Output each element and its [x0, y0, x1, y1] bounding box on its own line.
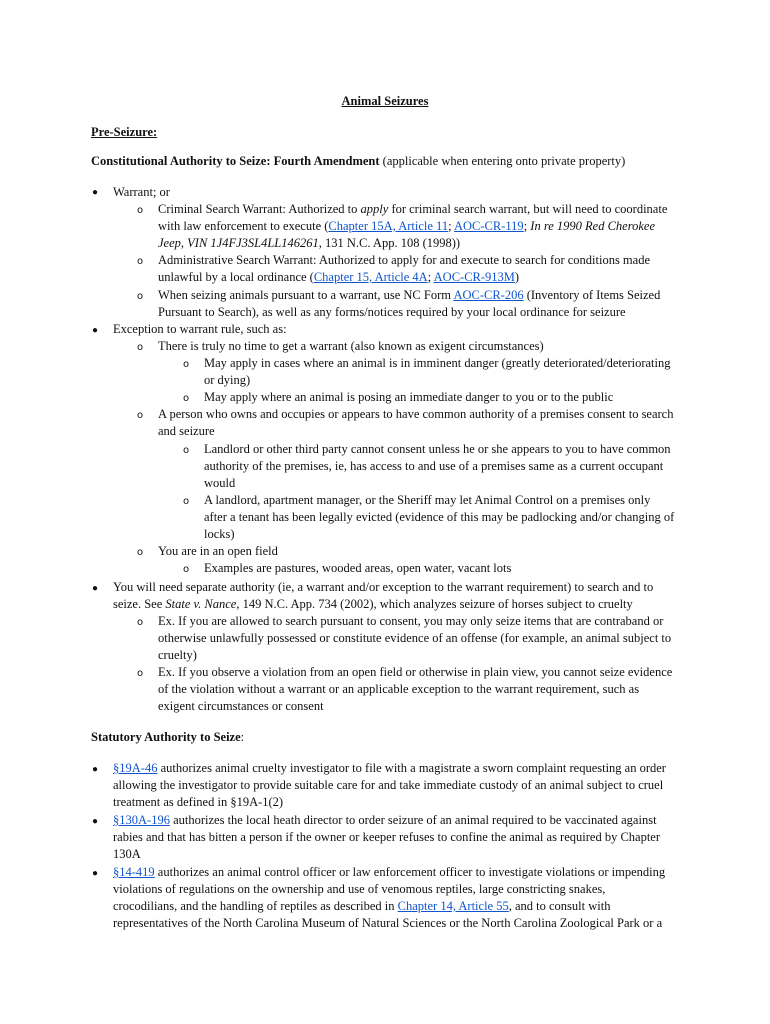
criminal-warrant-line2: with law enforcement to execute (Chapter 15A, Article 11; AOC-CR-119; In re 1990 Red Cherokee	[158, 219, 656, 233]
s14-419-line3: crocodilians, and the handling of reptiles as described in Chapter 14, Article 55, and to consult with	[113, 899, 611, 913]
statutory-heading: Statutory Authority to Seize:	[91, 730, 245, 744]
consent-line1: A person who owns and occupies or appears to have common authority of a premises consent to search	[158, 407, 674, 421]
circle-bullet-icon: o	[137, 205, 144, 216]
s130a-196-line1: §130A-196 authorizes the local heath director to order seizure of an animal required to be vaccinated against	[113, 813, 657, 827]
bullet-icon: ●	[92, 583, 99, 594]
circle-bullet-icon: o	[137, 617, 144, 628]
exigent-line: There is truly no time to get a warrant (also known as exigent circumstances)	[158, 339, 544, 353]
form-line1: When seizing animals pursuant to a warrant, use NC Form AOC-CR-206 (Inventory of Items Seized	[158, 288, 661, 302]
circle-bullet-icon: o	[137, 547, 144, 558]
link-aoc-cr-119[interactable]: AOC-CR-119	[454, 219, 524, 233]
evicted-line2: after a tenant has been legally evicted (evidence of this may be padlocking and/or changing of	[204, 510, 675, 524]
separate-authority-line2: seize. See State v. Nance, 149 N.C. App. 734 (2002), which analyzes seizure of horses subject to cruelty	[113, 597, 633, 611]
circle-bullet-icon: o	[137, 256, 144, 267]
bullet-icon: ●	[92, 868, 99, 879]
criminal-warrant-line3: Jeep, VIN 1J4FJ3SL4LL146261, 131 N.C. App. 108 (1998))	[158, 236, 461, 250]
circle-bullet-icon: o	[137, 668, 144, 679]
ex-plain-view-line1: Ex. If you observe a violation from an open field or otherwise in plain view, you cannot seize evidence	[158, 665, 673, 679]
link-130a-196[interactable]: §130A-196	[113, 813, 170, 827]
link-chapter-14[interactable]: Chapter 14, Article 55	[397, 899, 509, 913]
circle-bullet-icon: o	[183, 445, 190, 456]
open-field-line: You are in an open field	[158, 544, 278, 558]
imminent-line1: May apply in cases where an animal is in imminent danger (greatly deteriorated/deteriorating	[204, 356, 671, 370]
circle-bullet-icon: o	[137, 342, 144, 353]
s14-419-line4: representatives of the North Carolina Museum of Natural Sciences or the North Carolina Zoological Park or a	[113, 916, 663, 930]
evicted-line3: locks)	[204, 527, 235, 541]
s19a-46-line3: treatment as defined in §19A-1(2)	[113, 795, 284, 809]
form-line2: Pursuant to Search), as well as any forms/notices required by your local ordinance for seizure	[158, 305, 626, 319]
pre-seizure-heading: Pre-Seizure:	[91, 125, 158, 139]
s14-419-line2: violations of regulations on the ownership and use of venomous reptiles, large constricting snakes,	[113, 882, 606, 896]
circle-bullet-icon: o	[183, 359, 190, 370]
circle-bullet-icon: o	[183, 393, 190, 404]
link-chapter-15[interactable]: Chapter 15, Article 4A	[313, 270, 428, 284]
link-aoc-cr-913m[interactable]: AOC-CR-913M	[433, 270, 515, 284]
landlord-line1: Landlord or other third party cannot consent unless he or she appears to you to have common	[204, 442, 671, 456]
s19a-46-line2: allowing the investigator to provide suitable care for and take immediate custody of an animal subject to cruel	[113, 778, 664, 792]
ex-plain-view-line2: of the violation without a warrant or an applicable exception to the warrant requirement, such as	[158, 682, 640, 696]
admin-warrant-line1: Administrative Search Warrant: Authorized to apply for and execute to search for conditions made	[158, 253, 651, 267]
s130a-196-line3: 130A	[113, 847, 141, 861]
ex-consent-line2: otherwise unlawfully possessed or constitute evidence of an offense (for example, an animal subject to	[158, 631, 672, 645]
ex-plain-view-line3: exigent circumstances or consent	[158, 699, 324, 713]
link-chapter-15a[interactable]: Chapter 15A, Article 11	[328, 219, 449, 233]
evicted-line1: A landlord, apartment manager, or the Sheriff may let Animal Control on a premises only	[204, 493, 651, 507]
s130a-196-line2: rabies and that has bitten a person if the owner or keeper refuses to confine the animal as required by Chapter	[113, 830, 661, 844]
constitutional-note: (applicable when entering onto private property)	[379, 154, 626, 168]
admin-warrant-line2: unlawful by a local ordinance (Chapter 15, Article 4A; AOC-CR-913M)	[158, 270, 520, 284]
danger-line: May apply where an animal is posing an immediate danger to you or to the public	[204, 390, 614, 404]
circle-bullet-icon: o	[137, 410, 144, 421]
link-14-419[interactable]: §14-419	[113, 865, 155, 879]
s19a-46-line1: §19A-46 authorizes animal cruelty investigator to file with a magistrate a sworn complaint requesting an order	[113, 761, 666, 775]
link-aoc-cr-206[interactable]: AOC-CR-206	[453, 288, 524, 302]
bullet-icon: ●	[92, 816, 99, 827]
page-title: Animal Seizures	[341, 94, 429, 108]
examples-line: Examples are pastures, wooded areas, open water, vacant lots	[204, 561, 512, 575]
link-19a-46[interactable]: §19A-46	[113, 761, 158, 775]
bullet-icon: ●	[92, 325, 99, 336]
circle-bullet-icon: o	[183, 564, 190, 575]
constitutional-heading-text: Constitutional Authority to Seize: Fourth Amendment	[91, 154, 380, 168]
circle-bullet-icon: o	[183, 496, 190, 507]
warrant-item: Warrant; or	[113, 185, 170, 199]
separate-authority-line1: You will need separate authority (ie, a warrant and/or exception to the warrant requirement) to search and to	[113, 580, 654, 594]
consent-line2: and seizure	[158, 424, 215, 438]
statutory-heading-text: Statutory Authority to Seize	[91, 730, 241, 744]
ex-consent-line1: Ex. If you are allowed to search pursuant to consent, you may only seize items that are contraband or	[158, 614, 664, 628]
exception-item: Exception to warrant rule, such as:	[113, 322, 287, 336]
criminal-warrant-line1: Criminal Search Warrant: Authorized to apply for criminal search warrant, but will need to coordinate	[158, 202, 668, 216]
landlord-line3: would	[204, 476, 236, 490]
ex-consent-line3: cruelty)	[158, 648, 197, 662]
circle-bullet-icon: o	[137, 291, 144, 302]
bullet-icon: ●	[92, 187, 99, 198]
landlord-line2: authority of the premises, ie, has access to and use of a premises same as a current occupant	[204, 459, 664, 473]
bullet-icon: ●	[92, 764, 99, 775]
constitutional-heading	[91, 153, 625, 170]
s14-419-line1: §14-419 authorizes an animal control officer or law enforcement officer to investigate violations or impending	[113, 865, 666, 879]
imminent-line2: or dying)	[204, 373, 251, 387]
